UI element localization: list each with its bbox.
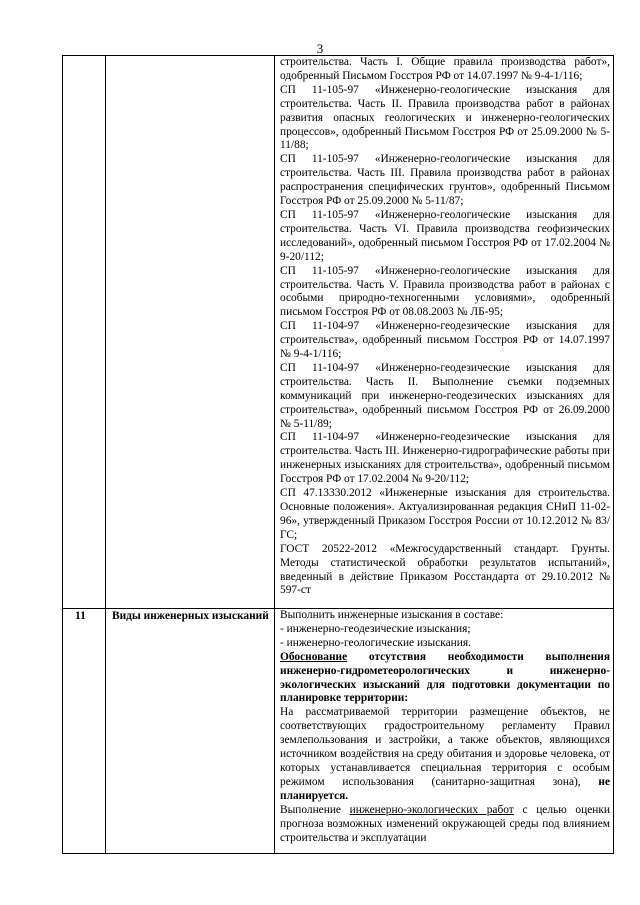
territory-text: На рассматриваемой территории размещение объектов, не соответствующих градостроительному регламенту Правил землепользования и застройки, а также объектов, являющихся источником воздействия на среду обитания и здоровье человека, от которых устанавливается специальная территория с особым режимом использования (санитарно-защитная зона),	[280, 706, 610, 788]
regulation-paragraph: СП 11-105-97 «Инженерно-геологические изыскания для строительства. Часть V. Правила производства работ в районах с особыми природно-техногенными условиями», одобренный письмом Госстроя РФ от 08.08.2003 № ЛБ-95;	[280, 264, 610, 319]
ecology-paragraph	[280, 804, 610, 846]
regulation-paragraph: строительства. Часть I. Общие правила производства работ», одобренный Письмом Госстроя РФ от 14.07.1997 № 9-4-1/116;	[280, 56, 610, 82]
row-number-cell-empty	[63, 56, 106, 609]
row-number-cell	[63, 609, 106, 854]
regulation-paragraph: СП 11-104-97 «Инженерно-геодезические изыскания для строительства», одобренный письмом Госстроя РФ от 14.07.1997 № 9-4-1/116;	[280, 320, 610, 361]
requirements-table	[62, 55, 614, 854]
survey-types-content	[275, 609, 613, 845]
ecology-rest: с целью оценки прогноза возможных изменений окружающей среды под влиянием строительства и эксплуатации	[280, 803, 610, 844]
intro-text: Выполнить инженерные изыскания в составе:	[280, 609, 504, 621]
row-name-cell-empty	[106, 56, 275, 609]
territory-paragraph	[280, 706, 610, 803]
territory-bold: не планируется.	[280, 775, 610, 802]
regulation-paragraph: СП 11-105-97 «Инженерно-геологические изыскания для строительства. Часть VI. Правила производства геофизических исследований», одобренный письмом Госстроя РФ от 17.02.2004 № 9-20/112;	[280, 208, 610, 263]
regulation-paragraph: СП 11-104-97 «Инженерно-геодезические изыскания для строительства. Часть III. Инженерно-гидрографические работы при инженерных изысканиях для строительства», одобренный письмом Госстроя РФ от 17.02.2004 № 9-20/112;	[280, 431, 610, 486]
regulation-paragraph: СП 11-105-97 «Инженерно-геологические изыскания для строительства. Часть III. Правила производства работ в районах распространения специфических грунтов», одобренный Письмом Госстроя РФ от 25.09.2000 № 5-11/87;	[280, 153, 610, 208]
regulation-paragraph: ГОСТ 20522-2012 «Межгосударственный стандарт. Грунты. Методы статистической обработки результатов испытаний», введенный в действие Приказом Росстандарта от 29.10.2012 № 597-ст	[280, 542, 610, 597]
ecology-start: Выполнение	[280, 803, 350, 816]
regulations-list	[275, 56, 613, 598]
justification-heading	[280, 651, 610, 707]
list-item: - инженерно-геодезические изыскания;	[280, 622, 471, 635]
regulation-paragraph: СП 47.13330.2012 «Инженерные изыскания для строительства. Основные положения». Актуализированная редакция СНиП 11-02-96», утвержденный Приказом Госстроя России от 10.12.2012 № 83/ГС;	[280, 487, 610, 541]
justification-underlined: Обоснование	[280, 650, 348, 663]
row-content-cell	[275, 56, 614, 609]
page-number: 3	[316, 41, 324, 56]
regulation-paragraph: СП 11-104-97 «Инженерно-геодезические изыскания для строительства. Часть II. Выполнение съемки подземных коммуникаций при инженерно-геодезических изысканиях для строительства», одобренный письмом Госстроя РФ от 26.09.2000 № 5-11/89;	[280, 361, 610, 430]
row-name: Виды инженерных изысканий	[112, 610, 269, 622]
row-content-cell	[275, 609, 614, 854]
row-name-cell	[106, 609, 275, 854]
list-item: - инженерно-геологические изыскания.	[280, 636, 471, 649]
regulation-paragraph: СП 11-105-97 «Инженерно-геологические изыскания для строительства. Часть II. Правила производства работ в районах развития опасных геологических и инженерно-геологических процессов», одобренный Письмом Госстроя РФ от 25.09.2000 № 5-11/88;	[280, 83, 610, 152]
ecology-underlined: инженерно-экологических работ	[349, 803, 514, 816]
justification-rest: отсутствия необходимости выполнения инженерно-гидрометеорологических и инженерно-экологических изысканий для подготовки документации по планировке территории:	[280, 650, 610, 705]
row-number: 11	[75, 610, 86, 622]
table-row-continued	[63, 56, 614, 609]
table-row-survey-types	[63, 609, 614, 854]
